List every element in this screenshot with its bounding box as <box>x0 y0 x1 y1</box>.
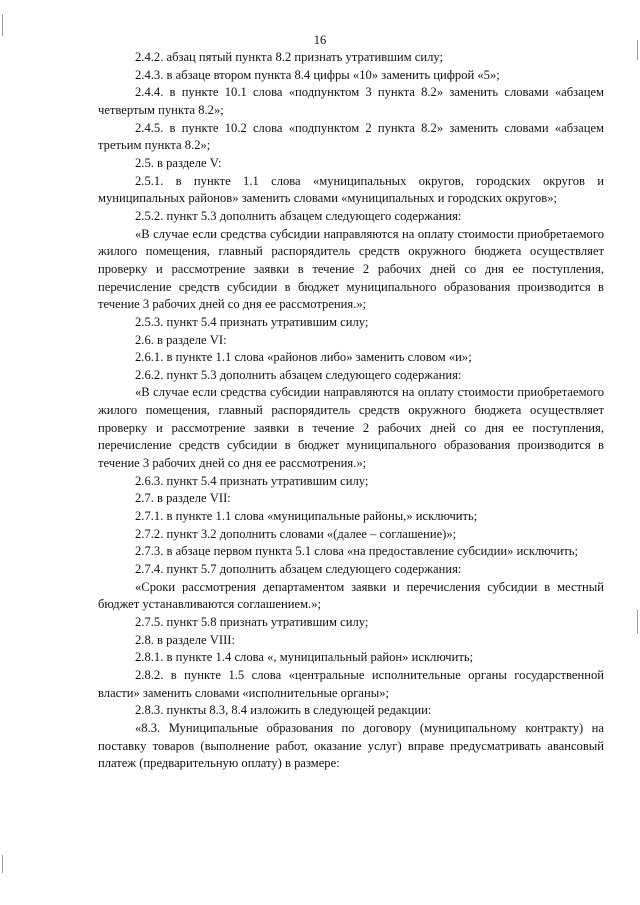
paragraph-2-8-1: 2.8.1. в пункте 1.4 слова «, муниципальный район» исключить; <box>135 650 474 665</box>
scan-artifact-left-top <box>2 14 3 36</box>
paragraph-2-5: 2.5. в разделе V: <box>135 155 222 170</box>
paragraph-2-6-1: 2.6.1. в пункте 1.1 слова «районов либо» заменить словом «и»; <box>135 350 472 365</box>
paragraph-2-6-3: 2.6.3. пункт 5.4 признать утратившим силу; <box>135 473 369 488</box>
paragraph-2-8-3: 2.8.3. пункты 8.3, 8.4 изложить в следующей редакции: <box>135 703 432 718</box>
paragraph-2-5-2: 2.5.2. пункт 5.3 дополнить абзацем следующего содержания: <box>135 208 462 223</box>
paragraph-2-4-3: 2.4.3. в абзаце втором пункта 8.4 цифры «10» заменить цифрой «5»; <box>135 67 500 82</box>
scan-artifact-left-bottom <box>2 855 3 873</box>
paragraph-2-8: 2.8. в разделе VIII: <box>135 632 235 647</box>
paragraph-2-5-1: 2.5.1. в пункте 1.1 слова «муниципальных округов, городских округов и муниципальных районов» заменить словами «муниципальных и городских округов»; <box>98 173 604 206</box>
paragraph-2-7-1: 2.7.1. в пункте 1.1 слова «муниципальные районы,» исключить; <box>135 509 478 524</box>
paragraph-2-4-5: 2.4.5. в пункте 10.2 слова «подпунктом 2 пункта 8.2» заменить словами «абзацем третьим пункта 8.2»; <box>98 120 604 153</box>
paragraph-2-4-2: 2.4.2. абзац пятый пункта 8.2 признать утратившим силу; <box>135 50 443 64</box>
quoted-amendment-8-3: «8.3. Муниципальные образования по договору (муниципальному контракту) на поставку товаров (выполнение работ, оказание услуг) вправе предусматривать авансовый платеж (предварительную оплату) в размере: <box>98 720 604 771</box>
paragraph-2-5-3: 2.5.3. пункт 5.4 признать утратившим силу; <box>135 314 369 329</box>
document-body <box>98 49 604 773</box>
paragraph-2-7-4: 2.7.4. пункт 5.7 дополнить абзацем следующего содержания: <box>135 562 462 577</box>
quoted-amendment-2-7-4: «Сроки рассмотрения департаментом заявки и перечисления субсидии в местный бюджет устанавливаются соглашением.»; <box>98 579 604 612</box>
page-number: 16 <box>313 33 327 47</box>
scan-artifact-right-bottom <box>637 610 638 634</box>
paragraph-2-8-2: 2.8.2. в пункте 1.5 слова «центральные исполнительные органы государственной власти» заменить словами «исполнительные органы»; <box>98 667 604 700</box>
paragraph-2-7-2: 2.7.2. пункт 3.2 дополнить словами «(далее – соглашение)»; <box>135 526 457 541</box>
scan-artifact-right-top <box>637 40 638 60</box>
paragraph-2-6: 2.6. в разделе VI: <box>135 332 227 347</box>
paragraph-2-7-5: 2.7.5. пункт 5.8 признать утратившим силу; <box>135 615 369 629</box>
paragraph-2-7-3: 2.7.3. в абзаце первом пункта 5.1 слова «на предоставление субсидии» исключить; <box>135 544 579 559</box>
paragraph-2-7: 2.7. в разделе VII: <box>135 491 231 506</box>
paragraph-2-6-2: 2.6.2. пункт 5.3 дополнить абзацем следующего содержания: <box>135 367 462 382</box>
paragraph-2-4-4: 2.4.4. в пункте 10.1 слова «подпунктом 3 пункта 8.2» заменить словами «абзацем четвертым пункта 8.2»; <box>98 85 604 117</box>
quoted-amendment-2-6-2: «В случае если средства субсидии направляются на оплату стоимости приобретаемого жилого помещения, главный распорядитель средств окружного бюджета осуществляет проверку и рассмотрение заявки в течение 2 рабочих дней со дня ее поступления, перечисление средств субсидии в бюджет муниципального образования производится в течение 3 рабочих дней со дня ее рассмотрения.»; <box>98 385 604 471</box>
quoted-amendment-2-5-2: «В случае если средства субсидии направляются на оплату стоимости приобретаемого жилого помещения, главный распорядитель средств окружного бюджета осуществляет проверку и рассмотрение заявки в течение 2 рабочих дней со дня ее поступления, перечисление средств субсидии в бюджет муниципального образования производится в течение 3 рабочих дней со дня ее рассмотрения.»; <box>98 226 604 312</box>
